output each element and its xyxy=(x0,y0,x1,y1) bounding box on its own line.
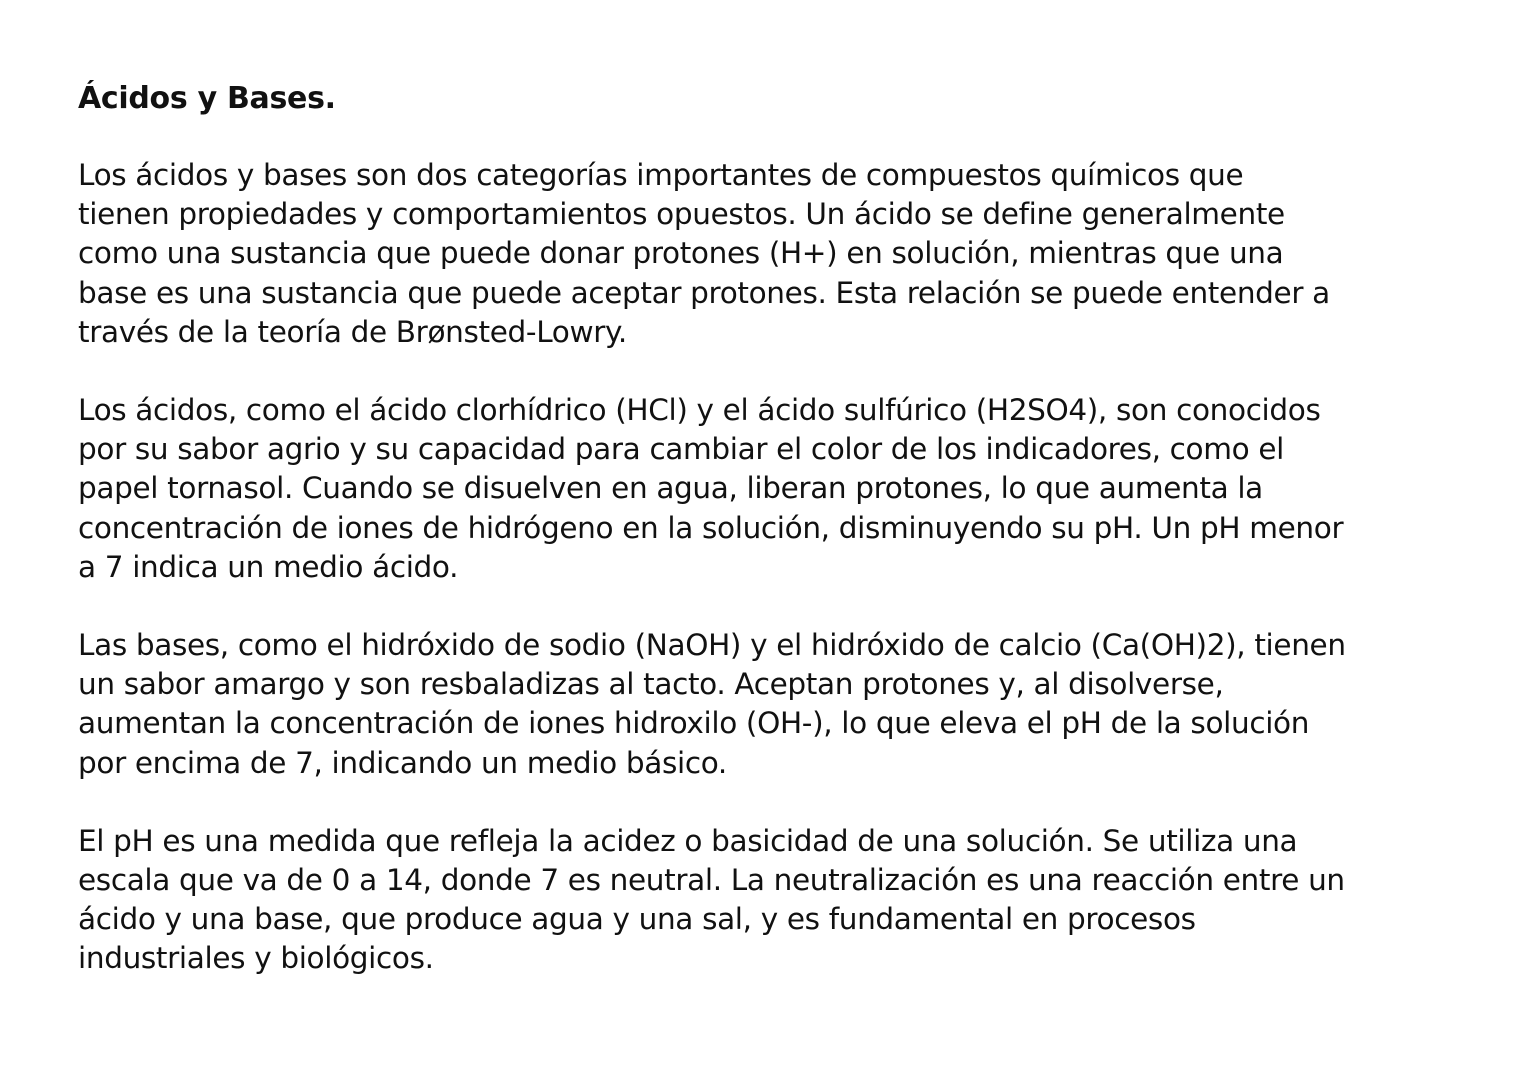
paragraph-line: papel tornasol. Cuando se disuelven en agua, liberan protones, lo que aumenta la xyxy=(78,471,1263,506)
paragraph-line: base es una sustancia que puede aceptar protones. Esta relación se puede entender a xyxy=(78,275,1330,310)
paragraph-line: Las bases, como el hidróxido de sodio (NaOH) y el hidróxido de calcio (Ca(OH)2), tienen xyxy=(78,628,1346,663)
paragraph-bases xyxy=(78,626,1508,783)
document-title: Ácidos y Bases. xyxy=(78,81,336,116)
paragraph-line: a 7 indica un medio ácido. xyxy=(78,549,459,584)
paragraph-line: por su sabor agrio y su capacidad para cambiar el color de los indicadores, como el xyxy=(78,432,1284,467)
paragraph-line: través de la teoría de Brønsted-Lowry. xyxy=(78,314,627,349)
paragraph-line: tienen propiedades y comportamientos opuestos. Un ácido se define generalmente xyxy=(78,197,1285,232)
paragraph-line: El pH es una medida que refleja la acidez o basicidad de una solución. Se utiliza una xyxy=(78,823,1298,858)
document-content xyxy=(78,80,1508,1018)
paragraph-line: Los ácidos, como el ácido clorhídrico (HCl) y el ácido sulfúrico (H2SO4), son conocidos xyxy=(78,393,1321,428)
paragraph-line: aumentan la concentración de iones hidroxilo (OH-), lo que eleva el pH de la solución xyxy=(78,706,1310,741)
paragraph-line: un sabor amargo y son resbaladizas al tacto. Aceptan protones y, al disolverse, xyxy=(78,667,1224,702)
paragraph-intro xyxy=(78,156,1508,352)
paragraph-line: industriales y biológicos. xyxy=(78,941,434,976)
paragraph-line: ácido y una base, que produce agua y una sal, y es fundamental en procesos xyxy=(78,902,1196,937)
paragraph-line: como una sustancia que puede donar protones (H+) en solución, mientras que una xyxy=(78,236,1284,271)
paragraph-acids xyxy=(78,391,1508,587)
paragraph-ph xyxy=(78,822,1508,979)
paragraph-line: por encima de 7, indicando un medio básico. xyxy=(78,745,727,780)
paragraph-line: Los ácidos y bases son dos categorías importantes de compuestos químicos que xyxy=(78,158,1244,192)
paragraph-line: escala que va de 0 a 14, donde 7 es neutral. La neutralización es una reacción entre un xyxy=(78,863,1345,898)
paragraph-line: concentración de iones de hidrógeno en la solución, disminuyendo su pH. Un pH menor xyxy=(78,510,1344,545)
